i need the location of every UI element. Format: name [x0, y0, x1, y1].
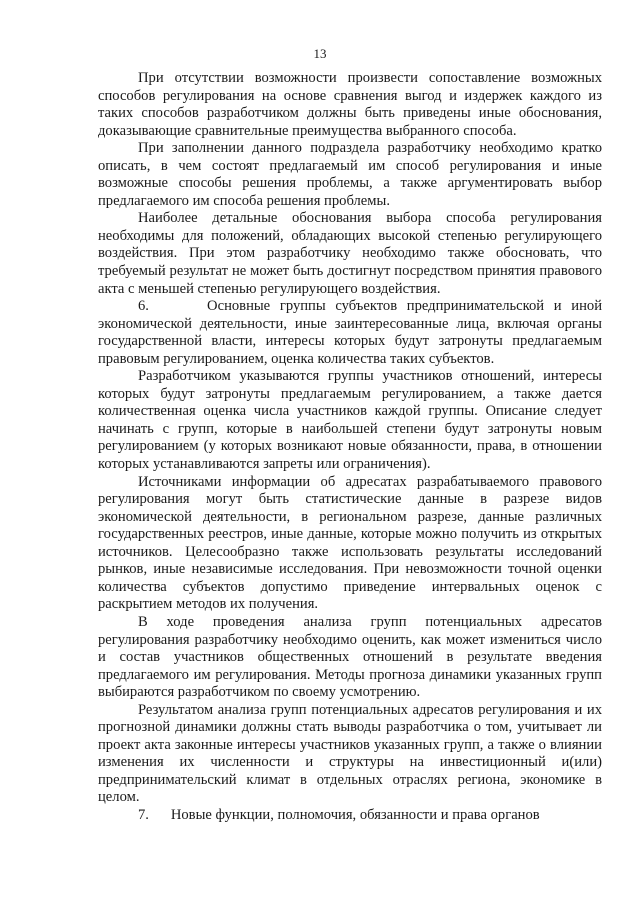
paragraph: При заполнении данного подраздела разработчику необходимо кратко описать, в чем состоят предлагаемый им способ регулирования и иные возможные способы решения проблемы, а также аргументировать выбор предлагаемого им способа решения проблемы.: [98, 140, 602, 209]
paragraph: При отсутствии возможности произвести сопоставление возможных способов регулирования на основе сравнения выгод и издержек каждого из таких способов разработчиком должны быть приведены иные обоснования, доказывающие сравнительные преимущества выбранного способа.: [98, 70, 602, 139]
paragraph: Источниками информации об адресатах разрабатываемого правового регулирования могут быть статистические данные в разрезе видов экономической деятельности, в региональном разрезе, данные различных государственных реестров, иные данные, которые можно получить из открытых источников. Целесообразно также использовать результаты исследований рынков, иные независимые исследования. При невозможности точной оценки количества субъектов допустимо приведение интервальных оценок с раскрытием методов их получения.: [98, 473, 602, 613]
document-body: [98, 70, 602, 825]
paragraph: Наиболее детальные обоснования выбора способа регулирования необходимы для положений, обладающих высокой степенью регулирующего воздействия. При этом разработчику необходимо также обосновать, что требуемый результат не может быть достигнут посредством принятия правового акта с меньшей степенью регулирующего воздействия.: [98, 210, 602, 297]
paragraph: В ходе проведения анализа групп потенциальных адресатов регулирования разработчику необходимо оценить, как может измениться число и состав участников общественных отношений в результате введения предлагаемого им регулирования. Методы прогноза динамики указанных групп выбираются разработчиком по своему усмотрению.: [98, 613, 602, 701]
page-number: 13: [313, 46, 327, 61]
numbered-paragraph-7: 7. Новые функции, полномочия, обязанности и права органов: [138, 806, 540, 823]
paragraph: Разработчиком указываются группы участников отношений, интересы которых будут затронуты предлагаемым регулированием, а также дается количественная оценка числа участников каждой группы. Описание следует начинать с групп, которые в наибольшей степени будут затронуты новым регулированием (у которых возникают новые обязанности, права, в отношении которых устанавливаются запреты или ограничения).: [98, 368, 602, 473]
numbered-paragraph-6: 6. Основные группы субъектов предпринимательской и иной экономической деятельности, иные заинтересованные лица, включая органы государственной власти, интересы которых будут затронуты предлагаемым правовым регулированием, оценка количества таких субъектов.: [98, 298, 602, 367]
paragraph: Результатом анализа групп потенциальных адресатов регулирования и их прогнозной динамики должны стать выводы разработчика о том, учитывает ли проект акта законные интересы участников указанных групп, а также о влиянии изменения их численности и структуры на инвестиционный и(или) предпринимательский климат в отдельных отраслях региона, экономике в целом.: [98, 701, 602, 806]
